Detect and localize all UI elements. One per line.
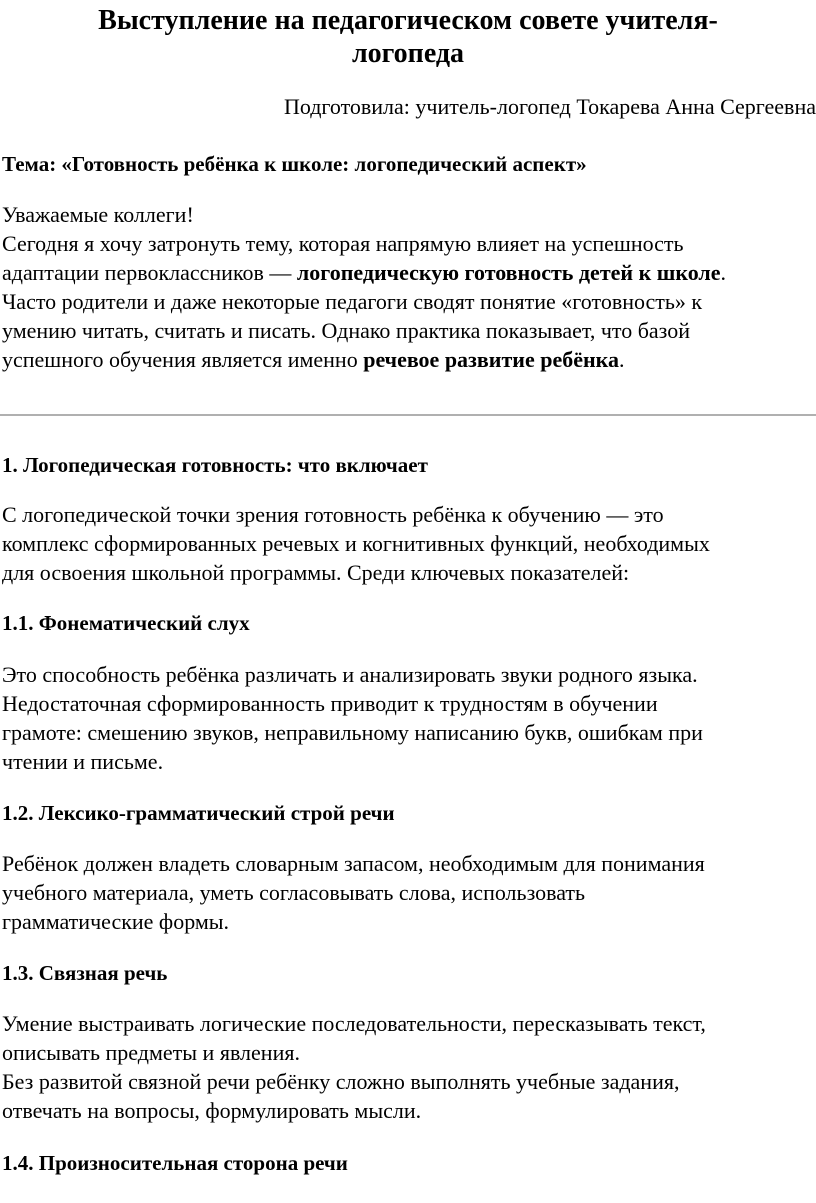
- text-line: [2, 345, 726, 374]
- text-line: [2, 1038, 706, 1067]
- text-line: [2, 529, 710, 558]
- text-line: [2, 849, 705, 878]
- text-line: [2, 287, 726, 316]
- section-heading: 1.2. Лексико-грамматический строй речи: [2, 801, 395, 825]
- text-line: [2, 878, 705, 907]
- text: Умение выстраивать логические последовательности, пересказывать текст,: [2, 1011, 706, 1036]
- text: .: [720, 260, 727, 285]
- title-line: Выступление на педагогическом совете учителя-: [98, 5, 718, 36]
- text-line: [2, 1096, 706, 1125]
- text: Уважаемые коллеги!: [2, 202, 194, 227]
- text-line: [2, 200, 726, 229]
- text: Ребёнок должен владеть словарным запасом, необходимым для понимания: [2, 851, 705, 876]
- text-line: [2, 689, 703, 718]
- paragraph: [2, 500, 710, 587]
- topic-heading: Тема: «Готовность ребёнка к школе: логопедический аспект»: [2, 152, 587, 176]
- text-line: [2, 558, 710, 587]
- paragraph: [2, 660, 703, 776]
- text-line: [2, 718, 703, 747]
- text: отвечать на вопросы, формулировать мысли.: [2, 1098, 422, 1123]
- text: комплекс сформированных речевых и когнитивных функций, необходимых: [2, 531, 710, 556]
- text: С логопедической точки зрения готовность ребёнка к обучению — это: [2, 502, 664, 527]
- author-line: Подготовила: учитель-логопед Токарева Анна Сергеевна: [283, 94, 816, 119]
- text: адаптации первоклассников —: [2, 260, 297, 285]
- text-line: [2, 1067, 706, 1096]
- document-title: [0, 4, 816, 70]
- text-line: [2, 747, 703, 776]
- text-line: [2, 229, 726, 258]
- bold-text: логопедическую готовность детей к школе: [296, 260, 721, 285]
- paragraph: [2, 200, 726, 374]
- text: грамоте: смешению звуков, неправильному написанию букв, ошибкам при: [2, 720, 703, 745]
- text-line: [2, 258, 726, 287]
- text: учебного материала, уметь согласовывать слова, использовать: [2, 880, 586, 905]
- text-line: [2, 660, 703, 689]
- text: Сегодня я хочу затронуть тему, которая напрямую влияет на успешность: [2, 231, 684, 256]
- section-heading: 1.1. Фонематический слух: [2, 611, 250, 635]
- bold-text: речевое развитие ребёнка: [363, 347, 619, 372]
- text-line: [2, 316, 726, 345]
- text: .: [619, 347, 625, 372]
- paragraph: [2, 1009, 706, 1125]
- title-line: логопеда: [351, 38, 465, 69]
- text: Недостаточная сформированность приводит к трудностям в обучении: [2, 691, 658, 716]
- text: описывать предметы и явления.: [2, 1040, 300, 1065]
- text: умению читать, считать и писать. Однако практика показывает, что базой: [2, 318, 691, 343]
- section-heading: 1.3. Связная речь: [2, 961, 168, 985]
- text: Часто родители и даже некоторые педагоги сводят понятие «готовность» к: [2, 289, 703, 314]
- text: чтении и письме.: [2, 749, 164, 774]
- text-line: [2, 1009, 706, 1038]
- text: успешного обучения является именно: [2, 347, 364, 372]
- text: Без развитой связной речи ребёнку сложно выполнять учебные задания,: [2, 1069, 680, 1094]
- horizontal-divider: [0, 414, 816, 416]
- text-line: [2, 907, 705, 936]
- paragraph: [2, 849, 705, 936]
- text: грамматические формы.: [2, 909, 230, 934]
- section-heading: 1. Логопедическая готовность: что включает: [2, 453, 428, 477]
- text-line: [2, 500, 710, 529]
- section-heading: 1.4. Произносительная сторона речи: [2, 1151, 348, 1175]
- text: для освоения школьной программы. Среди ключевых показателей:: [2, 560, 630, 585]
- text: Это способность ребёнка различать и анализировать звуки родного языка.: [2, 662, 698, 687]
